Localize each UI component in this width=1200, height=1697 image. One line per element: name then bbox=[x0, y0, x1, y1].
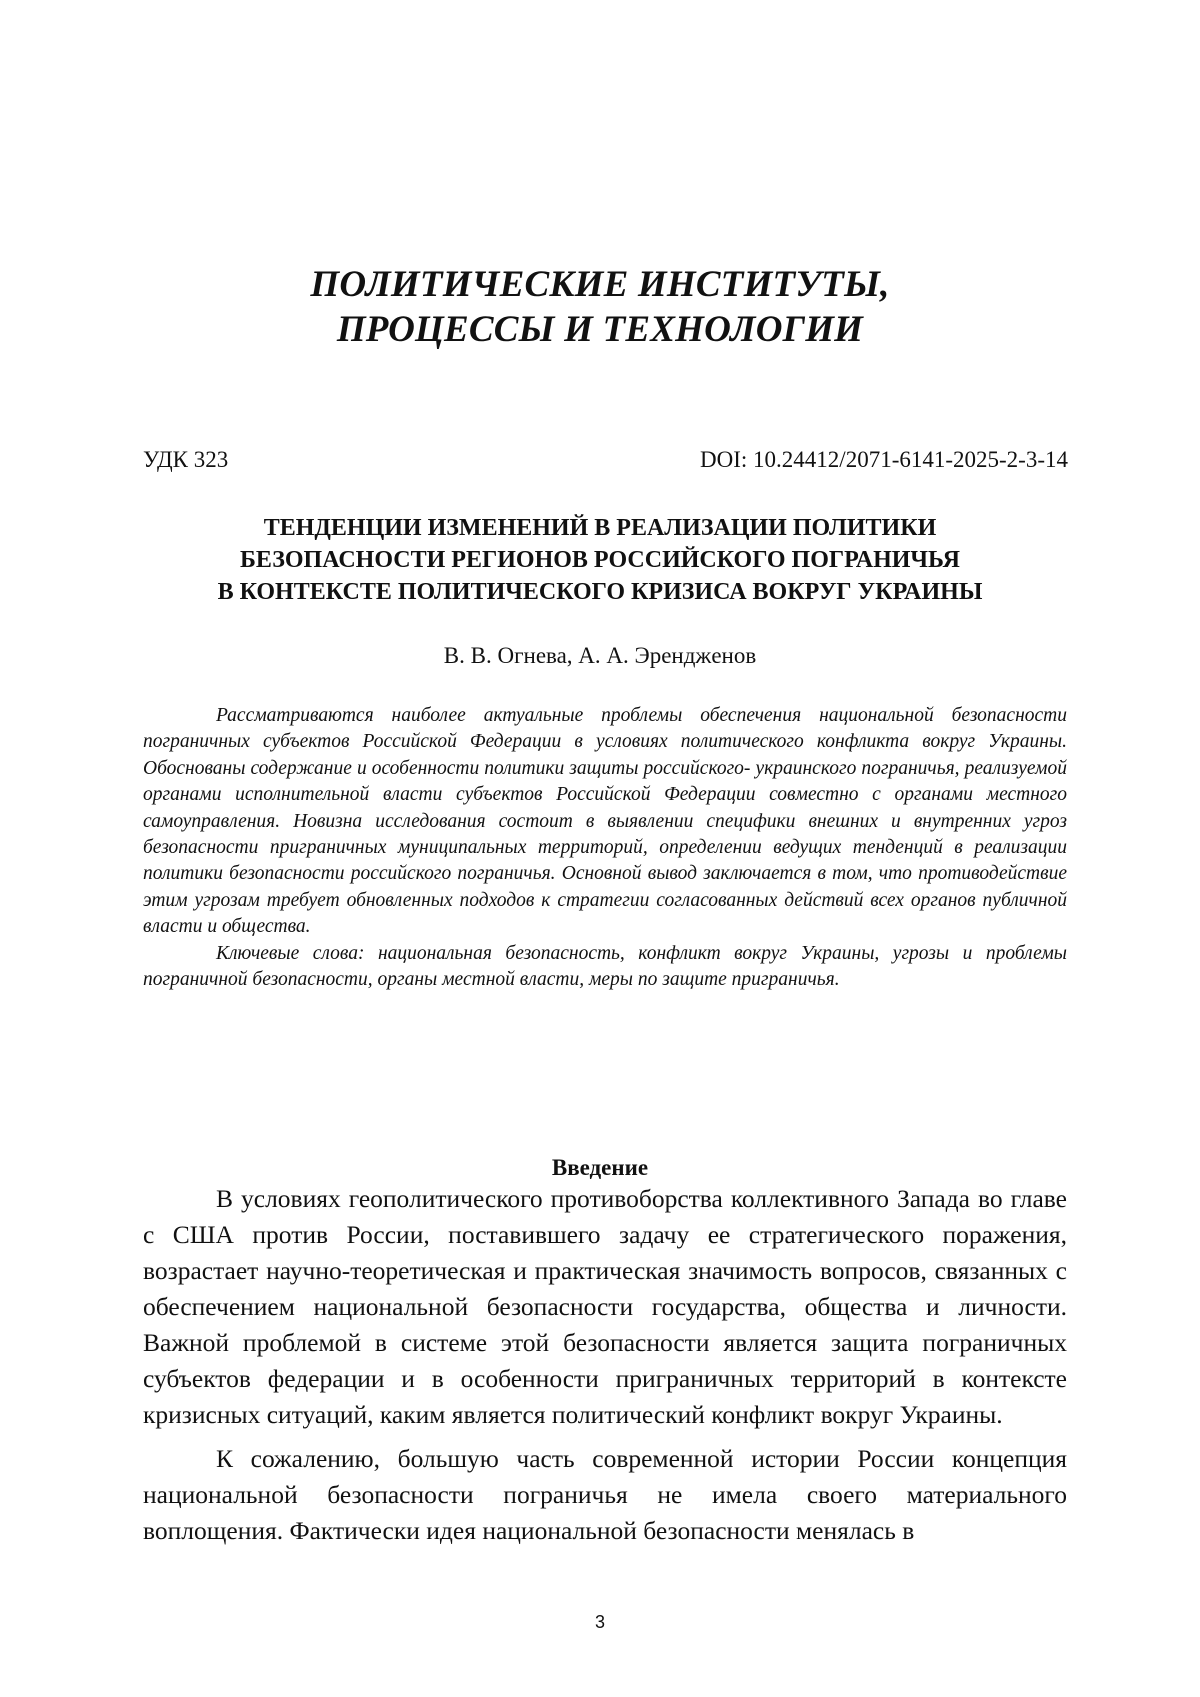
article-title bbox=[120, 512, 1080, 608]
introduction-paragraph: В условиях геополитического противоборства коллективного Запада во главе с США против России, поставившего задачу ее стратегического поражения, возрастает научно-теоретическая и практическая значимость вопросов, связанных с обеспечением национальной безопасности государства, общества и личности. Важной проблемой в системе этой безопасности является защита пограничных субъектов федерации и в особенности приграничных территорий в контексте кризисных ситуаций, каким является политический конфликт вокруг Украины. bbox=[143, 1184, 1067, 1429]
authors: В. В. Огнева, А. А. Эренджeнов bbox=[443, 643, 757, 668]
introduction-heading: Введение bbox=[551, 1155, 649, 1180]
page-number: 3 bbox=[594, 1612, 605, 1632]
introduction-paragraph: К сожалению, большую часть современной истории России концепция национальной безопасности пограничья не имела своего материального воплощения. Фактически идея национальной безопасности менялась в bbox=[143, 1444, 1067, 1545]
abstract-text: Рассматриваются наиболее актуальные проблемы обеспечения национальной безопасности пограничных субъектов Российской Федерации в условиях политического конфликта вокруг Украины. Обоснованы содержание и особенности политики защиты российского- украинского пограничья, реализуемой органами исполнительной власти субъектов Российской Федерации совместно с органами местного самоуправления. Новизна исследования состоит в выявлении специфики внешних и внутренних угроз безопасности приграничных муниципальных территорий, определении ведущих тенденций в реализации политики безопасности российского пограничья. Основной вывод заключается в том, что противодействие этим угрозам требует обновленных подходов к стратегии согласованных действий всех органов публичной власти и общества. bbox=[143, 705, 1067, 938]
abstract bbox=[143, 703, 1067, 993]
section-title-line: ПОЛИТИЧЕСКИЕ ИНСТИТУТЫ, bbox=[310, 264, 890, 305]
introduction-body bbox=[143, 1181, 1067, 1557]
section-title bbox=[0, 262, 1200, 352]
keywords: Ключевые слова: национальная безопасность, конфликт вокруг Украины, угрозы и проблемы пограничной безопасности, органы местной власти, меры по защите приграничья. bbox=[143, 942, 1067, 991]
article-title-line: ТЕНДЕНЦИИ ИЗМЕНЕНИЙ В РЕАЛИЗАЦИИ ПОЛИТИКИ bbox=[263, 515, 937, 541]
section-title-line: ПРОЦЕССЫ И ТЕХНОЛОГИИ bbox=[336, 309, 864, 350]
article-title-line: В КОНТЕКСТЕ ПОЛИТИЧЕСКОГО КРИЗИСА ВОКРУГ УКРАИНЫ bbox=[217, 579, 983, 605]
article-meta bbox=[143, 446, 1068, 474]
udk-code: УДК 323 bbox=[143, 447, 229, 472]
article-title-line: БЕЗОПАСНОСТИ РЕГИОНОВ РОССИЙСКОГО ПОГРАНИЧЬЯ bbox=[240, 547, 960, 573]
doi: DOI: 10.24412/2071-6141-2025-2-3-14 bbox=[700, 447, 1068, 472]
